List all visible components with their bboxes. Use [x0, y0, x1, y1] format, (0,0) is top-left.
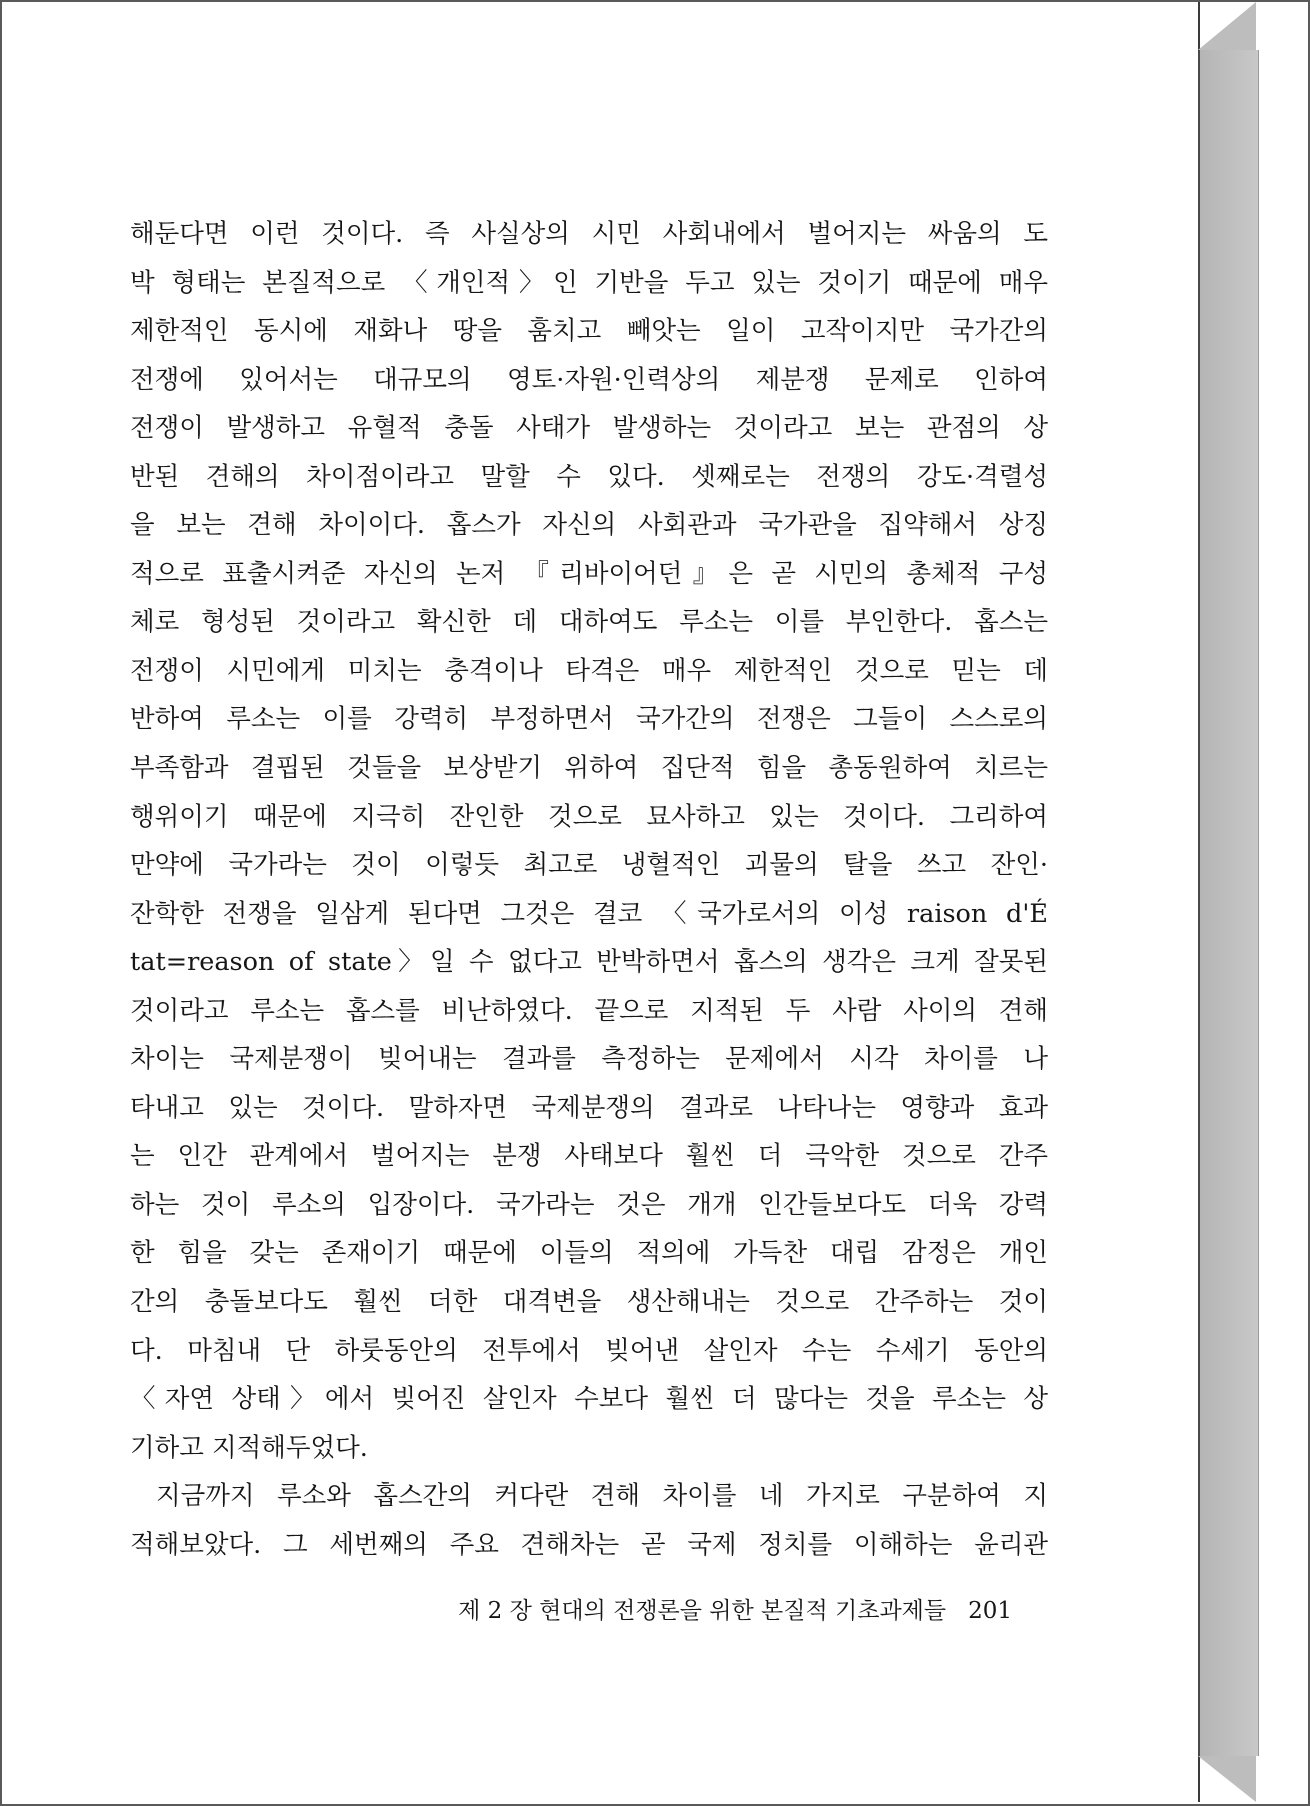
text-line: 전쟁이 발생하고 유혈적 충돌 사태가 발생하는 것이라고 보는 관점의 상 [130, 413, 1048, 444]
paragraph-start-line: 지금까지 루소와 홉스간의 커다란 견해 차이를 네 가지로 구분하여 지 [156, 1481, 1048, 1512]
page-footer [130, 1592, 1012, 1625]
text-line: 것이라고 루소는 홉스를 비난하였다. 끝으로 지적된 두 사람 사이의 견해 [130, 995, 1048, 1026]
text-line: 반된 견해의 차이점이라고 말할 수 있다. 셋째로는 전쟁의 강도·격렬성 [130, 461, 1048, 492]
text-line: 한 힘을 갖는 존재이기 때문에 이들의 적의에 가득찬 대립 감정은 개인 [130, 1238, 1048, 1269]
book-spine-top [1198, 2, 1256, 50]
text-line: 제한적인 동시에 재화나 땅을 훔치고 빼앗는 일이 고작이지만 국가간의 [130, 316, 1048, 347]
text-line: 만약에 국가라는 것이 이렇듯 최고로 냉혈적인 괴물의 탈을 쓰고 잔인· [130, 850, 1048, 881]
text-line: 적해보았다. 그 세번째의 주요 견해차는 곧 국제 정치를 이해하는 윤리관 [130, 1529, 1048, 1560]
text-line: 부족함과 결핍된 것들을 보상받기 위하여 집단적 힘을 총동원하여 치르는 [130, 753, 1048, 784]
text-line: 다. 마침내 단 하룻동안의 전투에서 빚어낸 살인자 수는 수세기 동안의 [130, 1335, 1048, 1366]
text-line: 차이는 국제분쟁이 빚어내는 결과를 측정하는 문제에서 시각 차이를 나 [130, 1044, 1048, 1075]
text-line: 잔학한 전쟁을 일삼게 된다면 그것은 결코 〈국가로서의 이성 raison d'É [130, 898, 1048, 929]
paragraph-end-line: 기하고 지적해두었다. [130, 1432, 368, 1463]
text-line: 해둔다면 이런 것이다. 즉 사실상의 시민 사회내에서 벌어지는 싸움의 도 [130, 219, 1048, 249]
text-line: 는 인간 관계에서 벌어지는 분쟁 사태보다 훨씬 더 극악한 것으로 간주 [130, 1141, 1048, 1172]
book-spine-bottom [1198, 1756, 1256, 1802]
body-text [130, 210, 1048, 1569]
text-line: 간의 충돌보다도 훨씬 더한 대격변을 생산해내는 것으로 간주하는 것이 [130, 1287, 1048, 1318]
page-number: 201 [968, 1598, 1012, 1624]
text-line: 타내고 있는 것이다. 말하자면 국제분쟁의 결과로 나타나는 영향과 효과 [130, 1092, 1048, 1123]
text-line: tat=reason of state〉일 수 없다고 반박하면서 홉스의 생각은 크게 잘못된 [130, 947, 1048, 978]
text-line: 〈자연 상태〉에서 빚어진 살인자 수보다 훨씬 더 많다는 것을 루소는 상 [130, 1384, 1048, 1415]
text-line: 적으로 표출시켜준 자신의 논저 『리바이어던』은 곧 시민의 총체적 구성 [130, 558, 1048, 589]
text-line: 체로 형성된 것이라고 확신한 데 대하여도 루소는 이를 부인한다. 홉스는 [130, 607, 1048, 638]
text-line: 행위이기 때문에 지극히 잔인한 것으로 묘사하고 있는 것이다. 그리하여 [130, 801, 1048, 832]
book-spine [1198, 50, 1259, 1756]
text-line: 반하여 루소는 이를 강력히 부정하면서 국가간의 전쟁은 그들이 스스로의 [130, 704, 1048, 735]
running-title: 제 2 장 현대의 전쟁론을 위한 본질적 기초과제들 [458, 1598, 947, 1624]
text-line: 하는 것이 루소의 입장이다. 국가라는 것은 개개 인간들보다도 더욱 강력 [130, 1189, 1048, 1220]
text-line: 박 형태는 본질적으로 〈개인적〉인 기반을 두고 있는 것이기 때문에 매우 [130, 267, 1048, 298]
text-line: 전쟁이 시민에게 미치는 충격이나 타격은 매우 제한적인 것으로 믿는 데 [130, 655, 1048, 686]
text-line: 전쟁에 있어서는 대규모의 영토·자원·인력상의 제분쟁 문제로 인하여 [130, 364, 1048, 395]
text-line: 을 보는 견해 차이이다. 홉스가 자신의 사회관과 국가관을 집약해서 상징 [130, 510, 1048, 541]
